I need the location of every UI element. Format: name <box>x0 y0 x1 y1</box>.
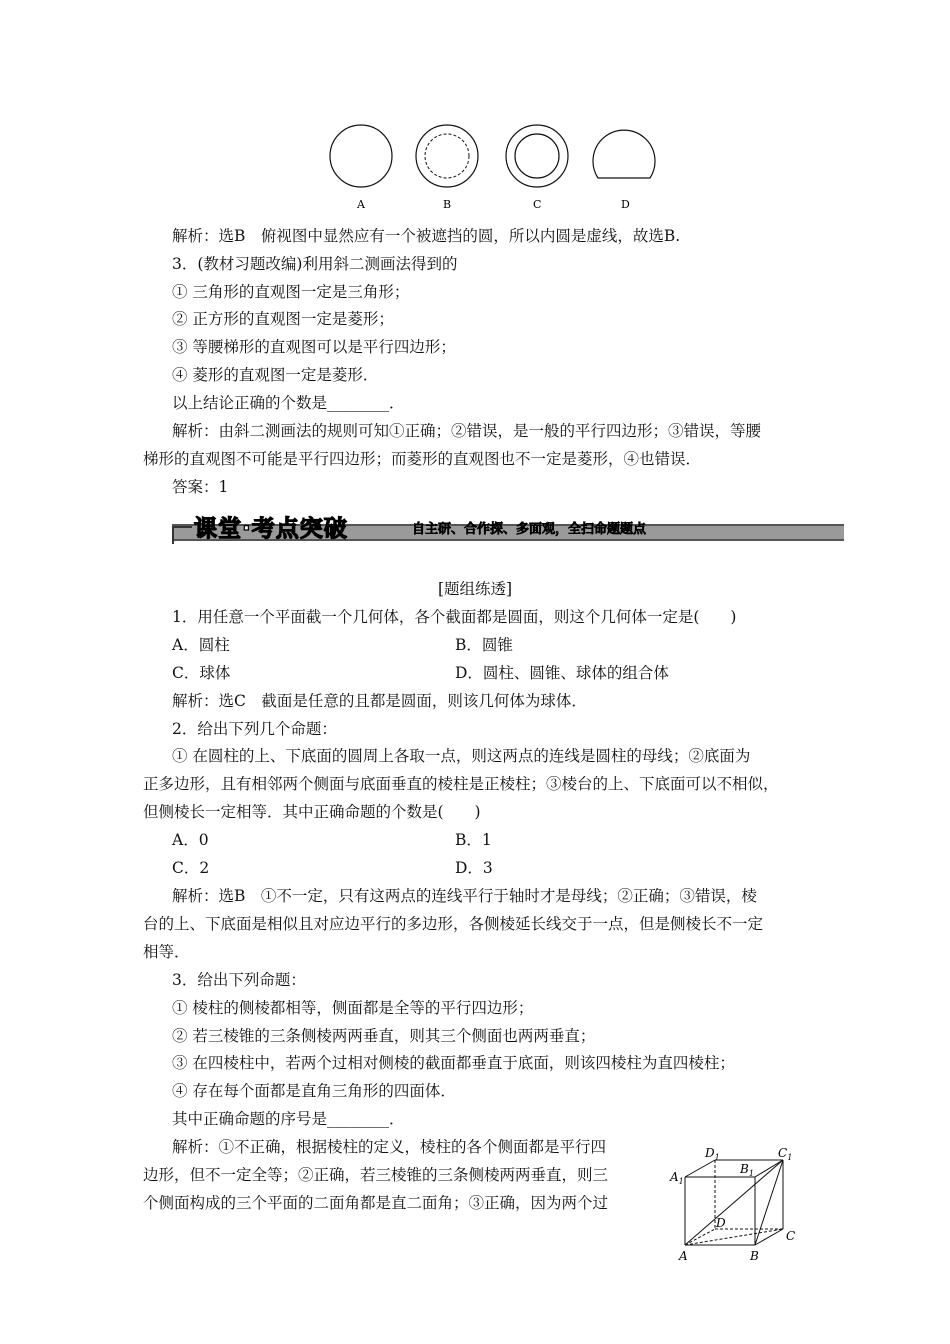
banner-subtitle: 自主研、合作探、多面观，全扫命题题点 <box>412 522 647 537</box>
circle-c-inner <box>515 134 559 178</box>
question-stem: 2．给出下列几个命题： <box>172 720 337 738</box>
vertex-label: B <box>750 1249 759 1263</box>
option-b: B．圆锥 <box>455 636 513 654</box>
vertex-label: A <box>679 1249 688 1263</box>
analysis-line: 解析：选C 截面是任意的且都是圆面，则该几何体为球体． <box>172 692 587 710</box>
section-banner <box>172 516 844 542</box>
question-stem: 3．(教材习题改编)利用斜二测画法得到的 <box>172 255 458 273</box>
statement: ④ 存在每个面都是直角三角形的四面体． <box>172 1082 456 1100</box>
analysis-line: 解析：①不正确，根据棱柱的定义，棱柱的各个侧面都是平行四 <box>172 1138 607 1156</box>
circle-b-inner-dashed <box>425 134 469 178</box>
statement: 正多边形，且有相邻两个侧面与底面垂直的棱柱是正棱柱；③棱台的上、下底面可以不相似， <box>143 775 779 793</box>
label-c: C <box>533 198 542 211</box>
banner-title: 课堂·考点突破 <box>194 516 348 542</box>
vertex-label: D <box>716 1216 726 1230</box>
question-ask: 以上结论正确的个数是________． <box>172 394 405 412</box>
label-b: B <box>443 198 452 211</box>
statement: ④ 菱形的直观图一定是菱形． <box>172 366 379 384</box>
option-a: A．圆柱 <box>172 636 230 654</box>
option-d: D．3 <box>455 859 493 877</box>
option-a: A．0 <box>172 831 209 849</box>
analysis-line: 个侧面构成的三个平面的二面角都是直二面角；③正确，因为两个过 <box>143 1194 609 1212</box>
option-c: C．球体 <box>172 664 231 682</box>
label-a: A <box>357 198 365 211</box>
vertex-label: C <box>786 1229 796 1243</box>
vertex-label: $A_1$ <box>670 1170 684 1186</box>
statement: ③ 等腰梯形的直观图可以是平行四边形； <box>172 338 456 356</box>
label-d: D <box>621 198 630 211</box>
statement: ① 三角形的直观图一定是三角形； <box>172 283 410 301</box>
question-stem: 1．用任意一个平面截一个几何体，各个截面都是圆面，则这个几何体一定是( ) <box>172 608 737 626</box>
analysis-line: 解析：选B 俯视图中显然应有一个被遮挡的圆，所以内圆是虚线，故选B. <box>172 227 681 245</box>
statement: ① 棱柱的侧棱都相等，侧面都是全等的平行四边形； <box>172 999 534 1017</box>
shape-d <box>593 130 655 178</box>
statement: ② 若三棱锥的三条侧棱两两垂直，则其三个侧面也两两垂直； <box>172 1027 596 1045</box>
option-b: B．1 <box>455 831 492 849</box>
banner-hook-decoration <box>172 526 192 544</box>
analysis-line: 解析：选B ①不一定，只有这两点的连线平行于轴时才是母线；②正确；③错误，棱 <box>172 887 757 905</box>
statement: ① 在圆柱的上、下底面的圆周上各取一点，则这两点的连线是圆柱的母线；②底面为 <box>172 747 751 765</box>
analysis-line: 梯形的直观图不可能是平行四边形；而菱形的直观图也不一定是菱形，④也错误． <box>143 450 702 468</box>
analysis-line: 解析：由斜二测画法的规则可知①正确；②错误，是一般的平行四边形；③错误，等腰 <box>172 422 762 440</box>
edge <box>685 1160 715 1177</box>
diagonal <box>685 1160 783 1245</box>
circle-a <box>330 125 392 187</box>
question-ask: 其中正确命题的序号是________． <box>172 1110 405 1128</box>
vertex-label: $C_1$ <box>778 1146 793 1162</box>
cube-figure <box>668 1145 808 1270</box>
analysis-line: 台的上、下底面是相似且对应边平行的多边形，各侧棱延长线交于一点，但是侧棱长不一定 <box>143 915 764 933</box>
section-title: [题组练透] <box>437 580 513 598</box>
option-d: D．圆柱、圆锥、球体的组合体 <box>455 664 669 682</box>
vertex-label: $D_1$ <box>705 1146 720 1162</box>
answer-line: 答案：1 <box>172 478 229 496</box>
statement: ③ 在四棱柱中，若两个过相对侧棱的截面都垂直于底面，则该四棱柱为直四棱柱； <box>172 1054 735 1072</box>
statement: ② 正方形的直观图一定是菱形； <box>172 310 394 328</box>
top-views-figure <box>320 120 670 220</box>
option-c: C．2 <box>172 859 210 877</box>
analysis-line: 相等． <box>143 943 190 961</box>
vertex-label: $B_1$ <box>740 1162 754 1178</box>
edge <box>755 1160 783 1177</box>
question-stem: 3．给出下列命题： <box>172 971 306 989</box>
statement: 但侧棱长一定相等．其中正确命题的个数是( ) <box>143 803 481 821</box>
analysis-line: 边形，但不一定全等；②正确，若三棱锥的三条侧棱两两垂直，则三 <box>143 1166 609 1184</box>
